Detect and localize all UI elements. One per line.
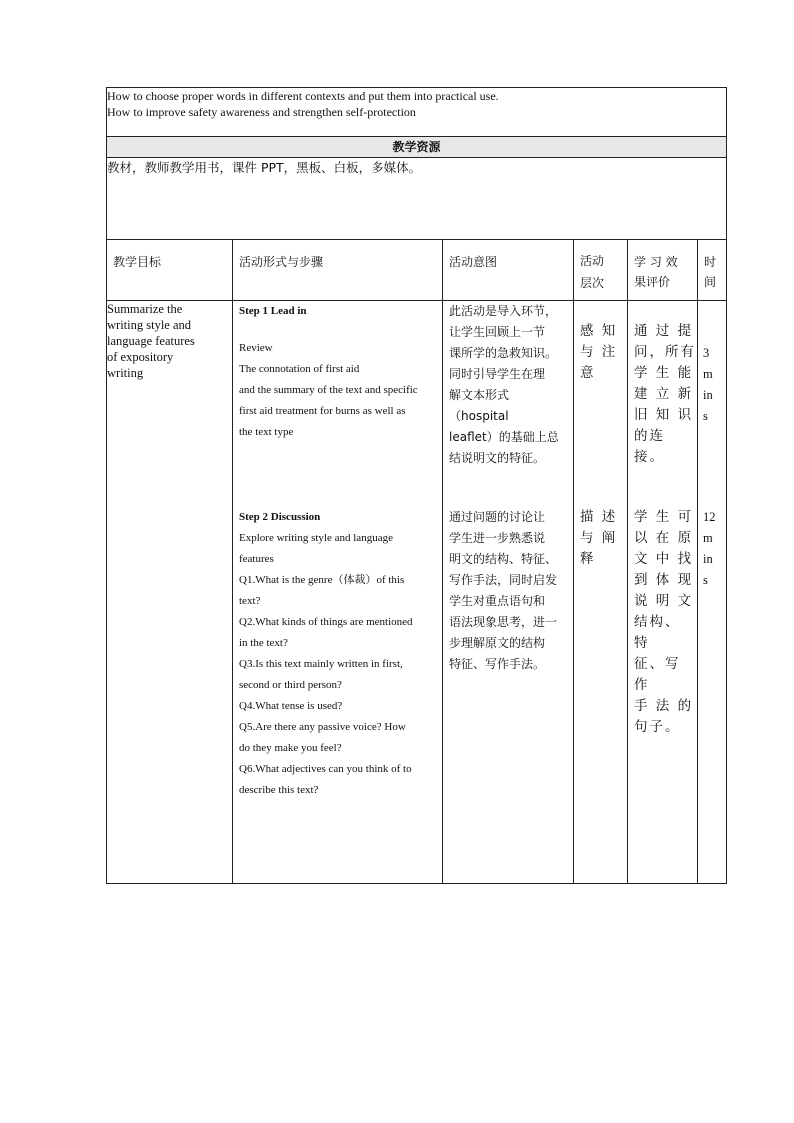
lesson-plan-table — [106, 87, 727, 884]
goal-line: writing — [107, 366, 144, 380]
step2-line: text? — [239, 595, 261, 607]
objective-line-1: How to choose proper words in different contexts and put them into practical use. — [107, 89, 499, 103]
step2-line: in the text? — [239, 637, 288, 649]
header-intent: 活动意图 — [443, 240, 574, 301]
header-time: 时 间 — [698, 240, 727, 301]
step2-line: second or third person? — [239, 679, 342, 691]
step2-line: Q1.What is the genre（体裁）of this — [239, 574, 405, 586]
level-cell — [574, 301, 628, 884]
step2-line: Q4.What tense is used? — [239, 700, 343, 712]
step2-line: Q6.What adjectives can you think of to — [239, 763, 412, 775]
column-header-row — [107, 240, 727, 301]
step1-level: 感 知 与 注 意 — [580, 323, 618, 381]
step2-level: 描 述 与 阐 释 — [580, 509, 618, 567]
step2-line: do they make you feel? — [239, 742, 342, 754]
step2-line: features — [239, 553, 274, 565]
header-evaluation: 学 习 效 果评价 — [628, 240, 698, 301]
step1-time: 3 m in s — [703, 346, 713, 423]
resources-heading-row — [107, 137, 727, 158]
step2-time: 12 m in s — [703, 510, 716, 587]
step1-line: and the summary of the text and specific — [239, 384, 418, 396]
step1-line: The connotation of first aid — [239, 363, 360, 375]
objectives-cell — [107, 88, 727, 137]
header-activity: 活动形式与步骤 — [233, 240, 443, 301]
evaluation-cell — [628, 301, 698, 884]
step2-block — [233, 507, 442, 877]
resources-heading: 教学资源 — [107, 137, 727, 158]
header-goal: 教学目标 — [107, 240, 233, 301]
goal-line: Summarize the — [107, 302, 183, 316]
content-row — [107, 301, 727, 884]
step1-block — [233, 301, 442, 507]
step2-title: Step 2 Discussion — [239, 511, 321, 523]
step2-line: Q3.Is this text mainly written in first, — [239, 658, 403, 670]
resources-content: 教材，教师教学用书，课件 PPT，黑板、白板，多媒体。 — [107, 158, 727, 240]
objectives-row — [107, 88, 727, 137]
resources-row — [107, 158, 727, 240]
step2-evaluation: 学 生 可 以 在 原 文 中 找 到 体 现 说 明 文 结构、特 征、写作 手 法 的 句子。 — [634, 509, 694, 735]
step1-title: Step 1 Lead in — [239, 305, 307, 317]
step1-intent: 此活动是导入环节， 让学生回顾上一节 课所学的急救知识。 同时引导学生在理 解文本形式（hospital leaflet）的基础上总 结说明文的特征。 — [449, 304, 559, 465]
objective-line-2: How to improve safety awareness and strengthen self-protection — [107, 105, 416, 119]
time-cell — [698, 301, 727, 884]
step2-line: Q2.What kinds of things are mentioned — [239, 616, 413, 628]
header-level: 活动 层次 — [574, 240, 628, 301]
step2-line: describe this text? — [239, 784, 319, 796]
goal-line: writing style and — [107, 318, 192, 332]
intent-cell — [443, 301, 574, 884]
goal-line: of expository — [107, 350, 174, 364]
step2-line: Explore writing style and language — [239, 532, 393, 544]
goal-cell — [107, 301, 233, 884]
step1-line: Review — [239, 342, 273, 354]
goal-line: language features — [107, 334, 195, 348]
step2-intent: 通过问题的讨论让 学生进一步熟悉说 明文的结构、特征、 写作手法，同时启发 学生对重点语句和 语法现象思考，进一 步理解原文的结构 特征、写作手法。 — [449, 510, 558, 671]
step1-line: first aid treatment for burns as well as — [239, 405, 406, 417]
step1-line: the text type — [239, 426, 294, 438]
step1-evaluation: 通 过 提 问，所有 学 生 能 建 立 新 旧 知 识 的连接。 — [634, 323, 696, 465]
activity-cell — [233, 301, 443, 884]
step2-line: Q5.Are there any passive voice? How — [239, 721, 406, 733]
